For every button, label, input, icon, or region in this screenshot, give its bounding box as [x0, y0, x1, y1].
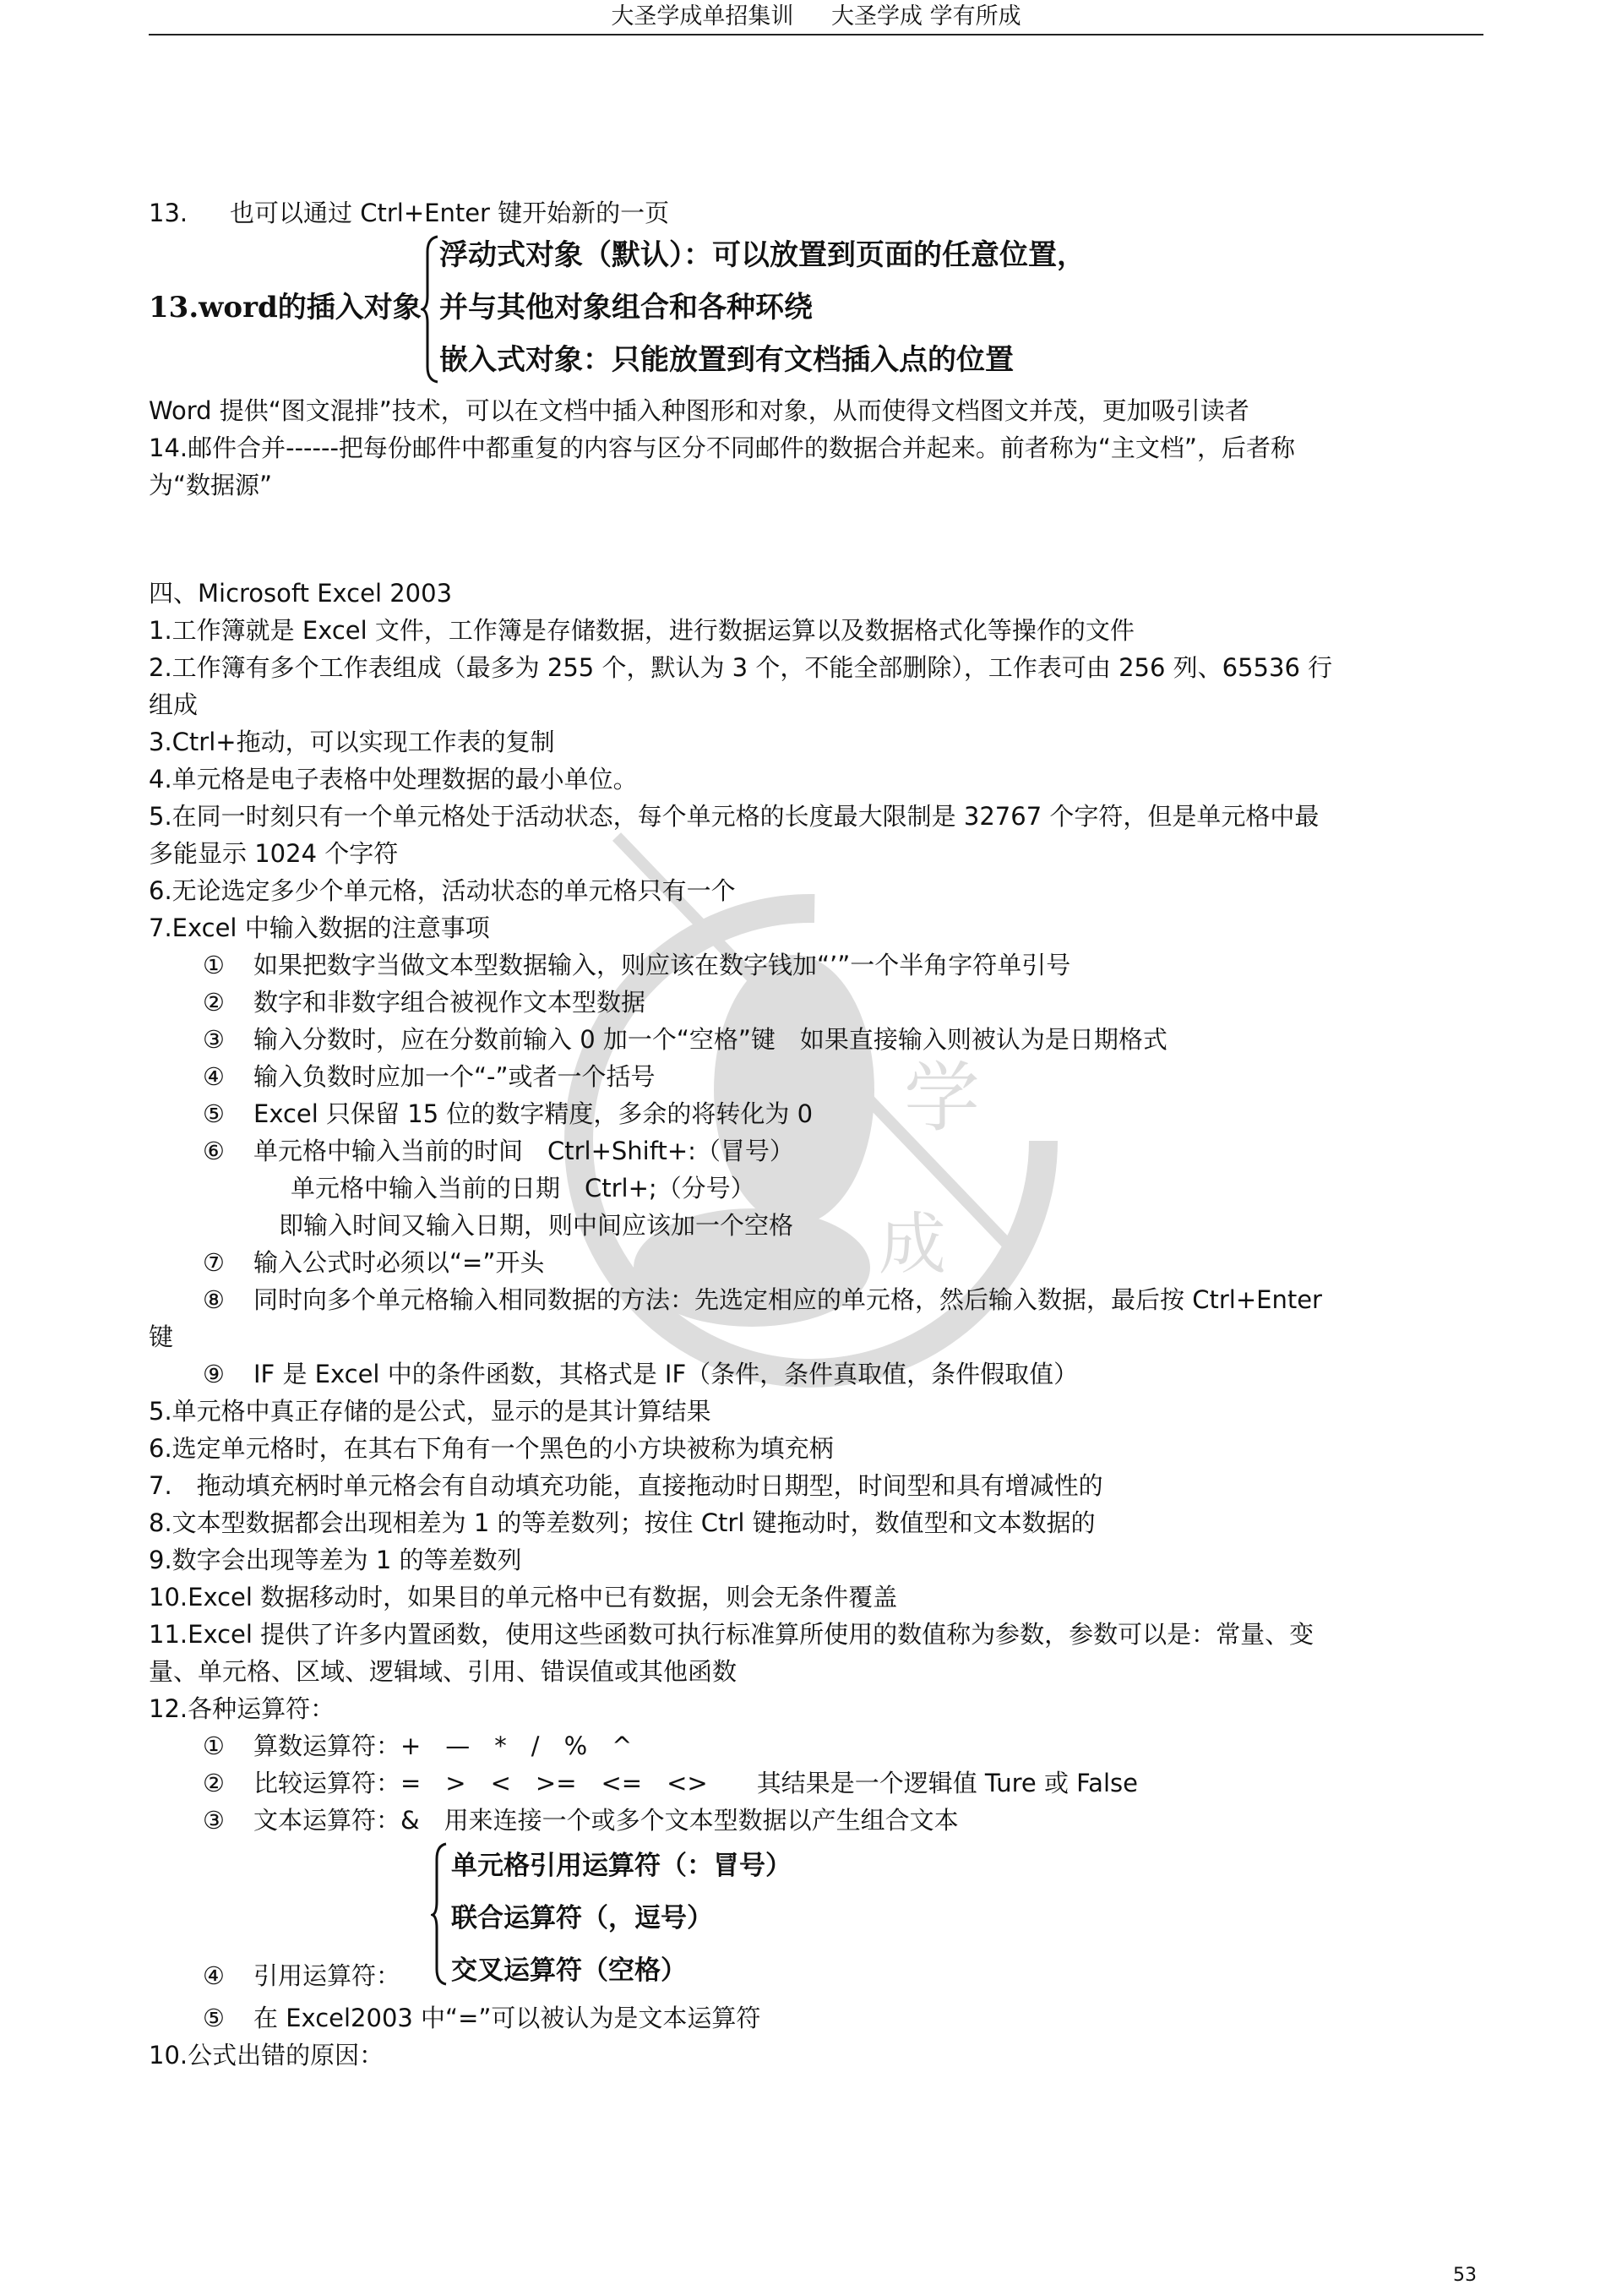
header-left-text: 大圣学成单招集训 [611, 3, 794, 30]
operator-text: 比较运算符：= > < >= <= <> 其结果是一个逻辑值 Ture 或 False [253, 1769, 1138, 1797]
note-mark: ④ [203, 1062, 225, 1091]
item-13-line [149, 194, 669, 232]
item-13-number: 13. [149, 199, 188, 227]
note-8-wrap: 键 [149, 1323, 174, 1351]
note-6-date: 单元格中输入当前的日期 Ctrl+;（分号） [291, 1174, 755, 1203]
note-text: 数字和非数字组合被视作文本型数据 [253, 988, 646, 1017]
operator-mark: ⑤ [203, 2004, 225, 2032]
insert-object-label: 13.word的插入对象 [149, 291, 422, 324]
note-mark: ⑥ [203, 1137, 225, 1165]
word-paragraph: Word 提供“图文混排”技术，可以在文档中插入种图形和对象，从而使得文档图文并茂，更加吸引读者 [149, 396, 1249, 425]
header-right-text: 大圣学成 学有所成 [831, 3, 1021, 30]
excel-line-10: 10.公式出错的原因： [149, 2041, 384, 2070]
operator-item [203, 1764, 1138, 1802]
note-text: 单元格中输入当前的时间 Ctrl+Shift+:（冒号） [253, 1137, 794, 1165]
excel-more-line: 9.数字会出现等差为 1 的等差数列 [149, 1546, 522, 1574]
operator-mark: ① [203, 1732, 225, 1760]
excel-line-11a: 11.Excel 提供了许多内置函数，使用这些函数可执行标准算所使用的数值称为参数，参数可以是：常量、变 [149, 1620, 1314, 1649]
note-mark: ③ [203, 1025, 225, 1054]
mail-merge-line-1: 14.邮件合并------把每份邮件中都重复的内容与区分不同邮件的数据合并起来。前者称为“主文档”，后者称 [149, 434, 1295, 462]
brace-icon [431, 1842, 449, 1986]
ref-op-union: 联合运算符（，逗号） [451, 1903, 713, 1933]
note-text: 输入公式时必须以“=”开头 [253, 1248, 545, 1277]
page-number: 53 [1453, 2265, 1477, 2286]
note-text: IF 是 Excel 中的条件函数，其格式是 IF（条件，条件真取值，条件假取值） [253, 1360, 1079, 1388]
excel-line-5b: 多能显示 1024 个字符 [149, 839, 399, 868]
note-mark: ⑨ [203, 1360, 225, 1388]
operator-mark: ③ [203, 1806, 225, 1835]
ref-op-cell: 单元格引用运算符（：冒号） [451, 1851, 792, 1881]
excel-line-7: 7.Excel 中输入数据的注意事项 [149, 913, 490, 942]
operator-item [203, 1802, 959, 1839]
excel-line-4: 4.单元格是电子表格中处理数据的最小单位。 [149, 765, 638, 794]
excel-line-11b: 量、单元格、区域、逻辑域、引用、错误值或其他函数 [149, 1657, 738, 1686]
insert-object-inline: 嵌入式对象：只能放置到有文档插入点的位置 [439, 343, 1014, 377]
excel-line-5a: 5.在同一时刻只有一个单元格处于活动状态，每个单元格的长度最大限制是 32767 个字符，但是单元格中最 [149, 802, 1320, 831]
excel-line-2a: 2.工作簿有多个工作表组成（最多为 255 个，默认为 3 个，不能全部删除），工作表可由 256 列、65536 行 [149, 653, 1333, 682]
note-text: Excel 只保留 15 位的数字精度，多余的将转化为 0 [253, 1099, 814, 1128]
watermark-char-2: 成 [879, 1205, 946, 1284]
note-item [203, 1244, 544, 1281]
note-mark: ⑦ [203, 1248, 225, 1277]
excel-more-line: 5.单元格中真正存储的是公式，显示的是其计算结果 [149, 1397, 711, 1426]
note-text: 同时向多个单元格输入相同数据的方法：先选定相应的单元格，然后输入数据，最后按 Ctrl+Enter [253, 1285, 1322, 1314]
excel-line-6: 6.无论选定多少个单元格，活动状态的单元格只有一个 [149, 876, 736, 905]
note-text: 输入负数时应加一个“-”或者一个括号 [253, 1062, 656, 1091]
mail-merge-line-2: 为“数据源” [149, 471, 273, 499]
note-text: 如果把数字当做文本型数据输入，则应该在数字钱加“’”一个半角字符单引号 [253, 951, 1071, 979]
note-item [203, 946, 1070, 984]
operator-mark: ② [203, 1769, 225, 1797]
operator-item [203, 1957, 400, 1994]
operator-item [203, 1999, 760, 2037]
operator-text: 在 Excel2003 中“=”可以被认为是文本运算符 [253, 2004, 761, 2032]
excel-line-12: 12.各种运算符： [149, 1694, 335, 1723]
note-mark: ⑤ [203, 1099, 225, 1128]
ref-op-intersect: 交叉运算符（空格） [451, 1955, 687, 1986]
watermark-char-1: 学 [904, 1054, 980, 1143]
operator-text: 引用运算符： [253, 1961, 401, 1990]
excel-line-1: 1.工作簿就是 Excel 文件，工作簿是存储数据，进行数据运算以及数据格式化等操作的文件 [149, 616, 1135, 645]
operator-text: 算数运算符：+ — * / % ^ [253, 1732, 633, 1760]
operator-item [203, 1727, 632, 1764]
excel-line-3: 3.Ctrl+拖动，可以实现工作表的复制 [149, 728, 555, 756]
note-6-both: 即输入时间又输入日期，则中间应该加一个空格 [279, 1211, 794, 1240]
insert-object-float: 浮动式对象（默认）：可以放置到页面的任意位置， [439, 238, 1086, 272]
operator-text: 文本运算符：& 用来连接一个或多个文本型数据以产生组合文本 [253, 1806, 959, 1835]
note-item [203, 1021, 1168, 1058]
note-item [203, 1058, 656, 1095]
item-13-text: 也可以通过 Ctrl+Enter 键开始新的一页 [230, 199, 670, 227]
note-item [203, 1355, 1078, 1393]
excel-line-2b: 组成 [149, 690, 199, 719]
note-item [203, 1132, 794, 1170]
insert-object-wrap: 并与其他对象组合和各种环绕 [439, 291, 813, 324]
excel-more-line: 8.文本型数据都会出现相差为 1 的等差数列；按住 Ctrl 键拖动时，数值型和文本数据的 [149, 1508, 1096, 1537]
excel-more-line: 6.选定单元格时，在其右下角有一个黑色的小方块被称为填充柄 [149, 1434, 834, 1463]
brace-icon [421, 235, 441, 384]
note-mark: ① [203, 951, 225, 979]
note-item [203, 984, 645, 1021]
note-item [203, 1281, 1322, 1318]
note-mark: ② [203, 988, 225, 1017]
excel-more-line: 7. 拖动填充柄时单元格会有自动填充功能，直接拖动时日期型，时间型和具有增减性的 [149, 1471, 1103, 1500]
section-heading-excel: 四、Microsoft Excel 2003 [149, 579, 453, 608]
page-header [149, 0, 1483, 35]
excel-more-line: 10.Excel 数据移动时，如果目的单元格中已有数据，则会无条件覆盖 [149, 1583, 898, 1612]
note-item [203, 1095, 813, 1132]
note-text: 输入分数时，应在分数前输入 0 加一个“空格”键 如果直接输入则被认为是日期格式 [253, 1025, 1168, 1054]
note-mark: ⑧ [203, 1285, 225, 1314]
operator-mark: ④ [203, 1961, 225, 1990]
